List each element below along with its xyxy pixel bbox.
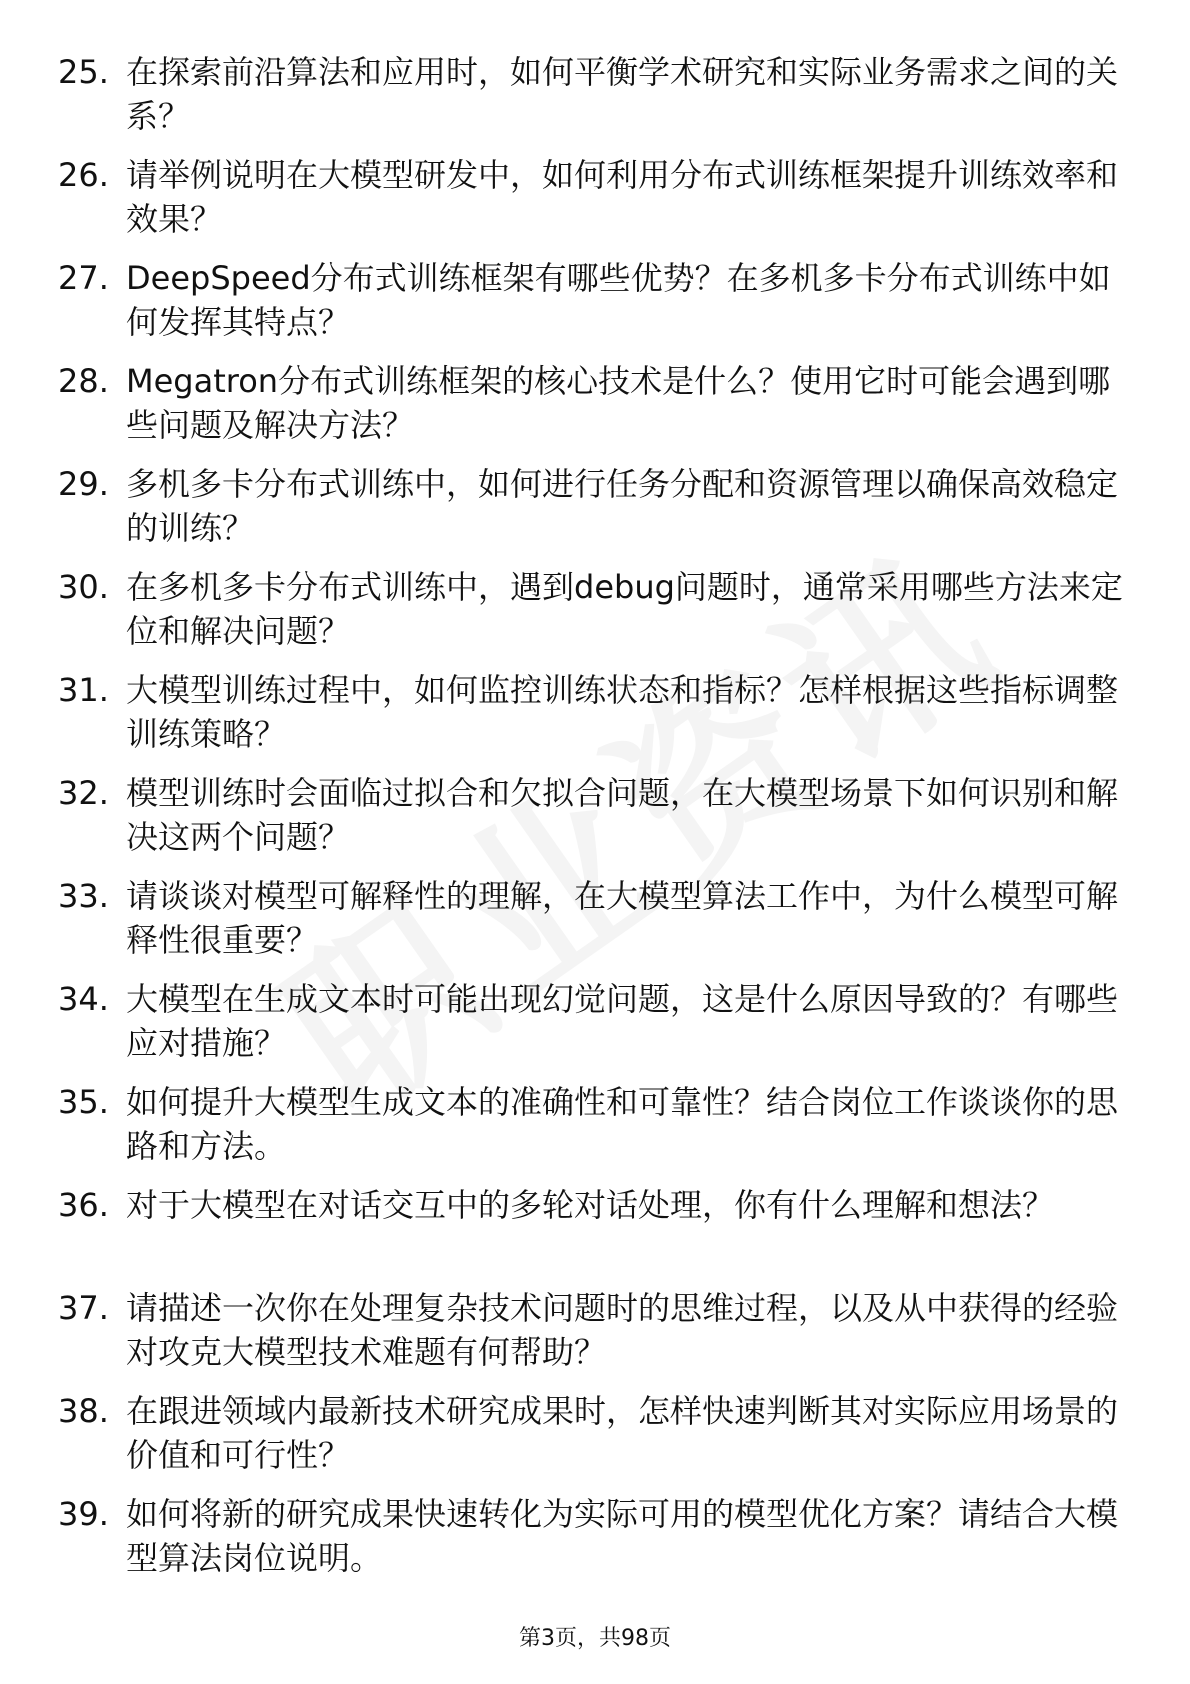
question-number: 34. [58,980,109,1018]
question-number: 28. [58,362,109,400]
question-number: 38. [58,1392,109,1430]
question-number: 26. [58,156,109,194]
list-item [0,565,1190,668]
question-text: 请谈谈对模型可解释性的理解，在大模型算法工作中，为什么模型可解释性很重要？ [126,877,1119,959]
list-item [0,50,1190,153]
question-text: 大模型训练过程中，如何监控训练状态和指标？怎样根据这些指标调整训练策略？ [126,671,1119,753]
question-number: 39. [58,1495,109,1533]
question-text: DeepSpeed分布式训练框架有哪些优势？在多机多卡分布式训练中如何发挥其特点？ [126,259,1111,341]
question-text: 如何提升大模型生成文本的准确性和可靠性？结合岗位工作谈谈你的思路和方法。 [126,1083,1119,1165]
list-item [0,1492,1190,1595]
question-text: 在多机多卡分布式训练中，遇到debug问题时，通常采用哪些方法来定位和解决问题？ [126,568,1123,650]
question-number: 27. [58,259,109,297]
question-text: 在探索前沿算法和应用时，如何平衡学术研究和实际业务需求之间的关系？ [126,53,1119,135]
list-item [0,153,1190,256]
question-text: 对于大模型在对话交互中的多轮对话处理，你有什么理解和想法？ [126,1186,1055,1224]
question-text: Megatron分布式训练框架的核心技术是什么？使用它时可能会遇到哪些问题及解决方法？ [126,362,1111,444]
list-item [0,1183,1190,1286]
list-item [0,1389,1190,1492]
list-item [0,256,1190,359]
question-number: 33. [58,877,109,915]
question-text: 请举例说明在大模型研发中，如何利用分布式训练框架提升训练效率和效果？ [126,156,1119,238]
list-item [0,668,1190,771]
list-item [0,359,1190,462]
question-text: 请描述一次你在处理复杂技术问题时的思维过程，以及从中获得的经验对攻克大模型技术难题有何帮助？ [126,1289,1119,1371]
question-text: 大模型在生成文本时可能出现幻觉问题，这是什么原因导致的？有哪些应对措施？ [126,980,1119,1062]
question-text: 如何将新的研究成果快速转化为实际可用的模型优化方案？请结合大模型算法岗位说明。 [126,1495,1119,1577]
list-item [0,977,1190,1080]
question-number: 36. [58,1186,109,1224]
question-text: 在跟进领域内最新技术研究成果时，怎样快速判断其对实际应用场景的价值和可行性？ [126,1392,1119,1474]
question-number: 35. [58,1083,109,1121]
list-item [0,1080,1190,1183]
list-item [0,771,1190,874]
question-number: 37. [58,1289,109,1327]
list-item [0,1286,1190,1389]
list-item [0,874,1190,977]
question-text: 模型训练时会面临过拟合和欠拟合问题，在大模型场景下如何识别和解决这两个问题？ [126,774,1119,856]
question-number: 29. [58,465,109,503]
question-number: 25. [58,53,109,91]
question-number: 32. [58,774,109,812]
question-number: 31. [58,671,109,709]
question-text: 多机多卡分布式训练中，如何进行任务分配和资源管理以确保高效稳定的训练？ [126,465,1119,547]
page-footer: 第3页，共98页 [519,1626,671,1651]
question-number: 30. [58,568,109,606]
list-item [0,462,1190,565]
question-list [0,50,1190,1595]
